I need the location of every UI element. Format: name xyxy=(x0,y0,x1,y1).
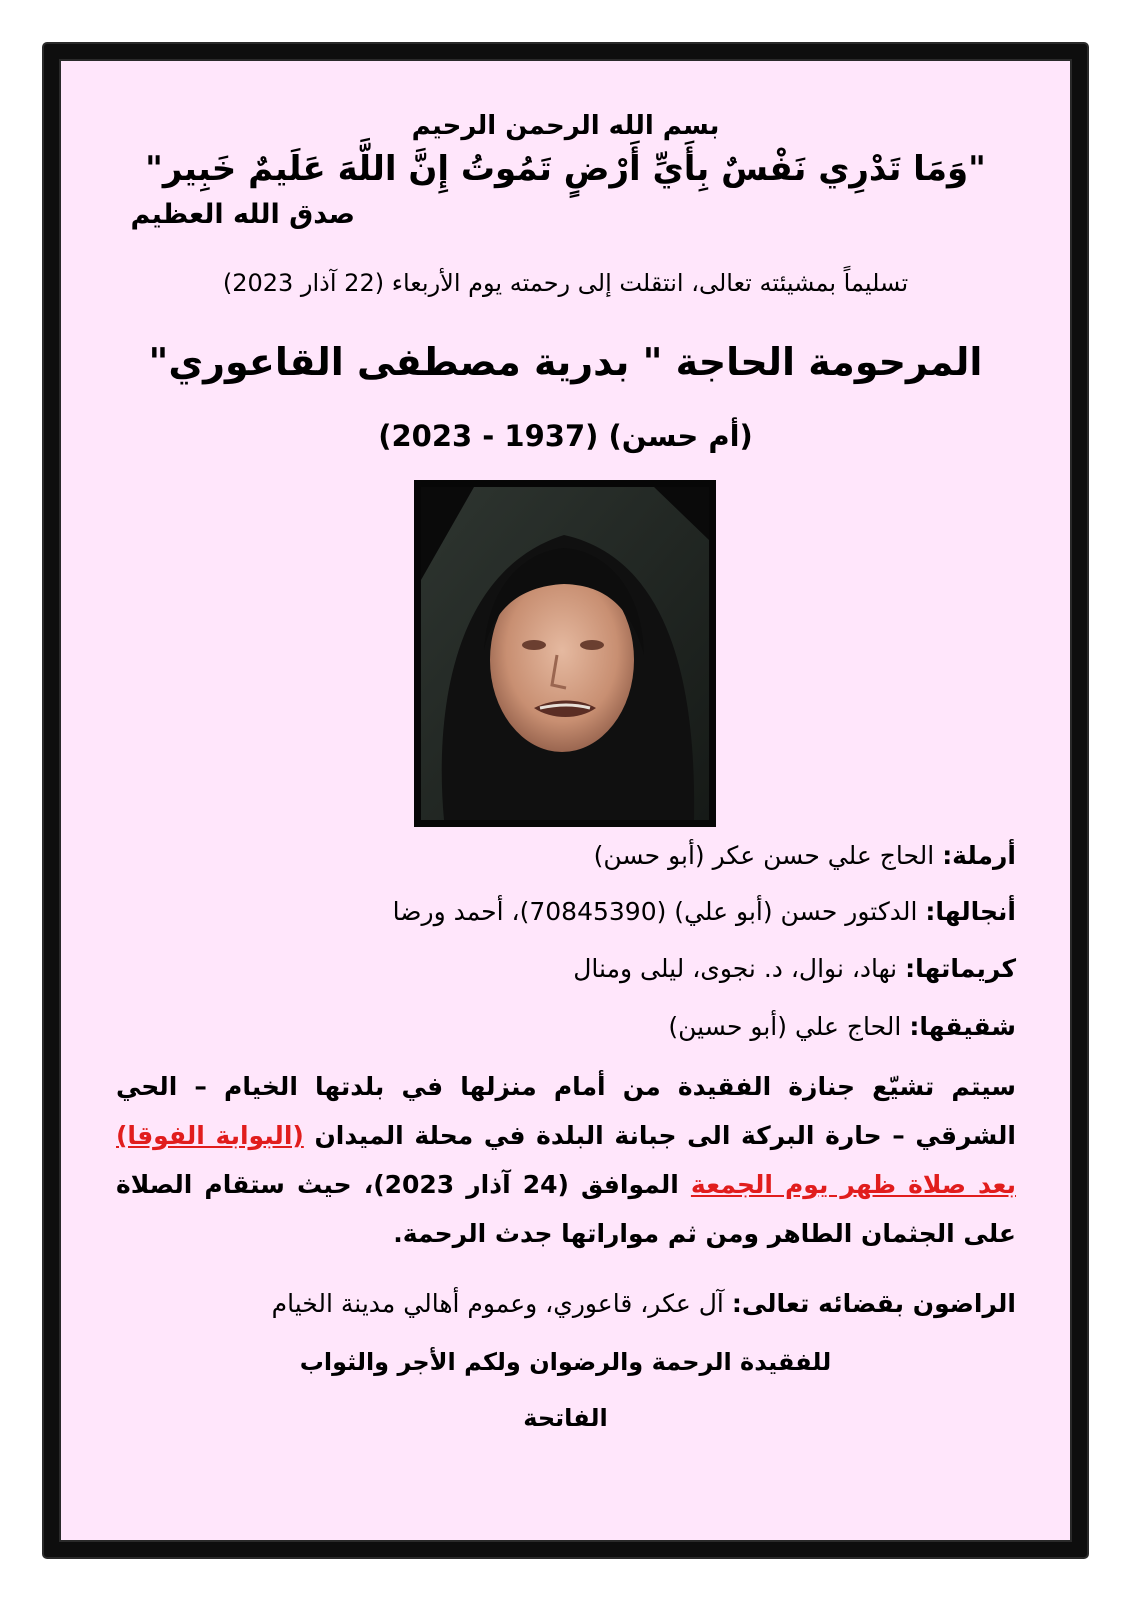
family-brother xyxy=(668,1012,1016,1041)
mourners xyxy=(272,1289,1016,1318)
family-widower xyxy=(594,841,1016,870)
death-announcement: تسليماً بمشيئته تعالى، انتقلت إلى رحمته يوم الأربعاء (22 آذار 2023) xyxy=(222,269,909,297)
daughters-label: كريماتها: xyxy=(905,954,1016,983)
deceased-photo xyxy=(414,480,716,827)
basmala: بسم الله الرحمن الرحيم xyxy=(411,111,720,141)
brother-label: شقيقها: xyxy=(909,1012,1016,1041)
mourners-value: آل عكر، قاعوري، وعموم أهالي مدينة الخيام xyxy=(271,1289,732,1318)
daughters-value: نهاد، نوال، د. نجوى، ليلى ومنال xyxy=(573,954,906,983)
widower-value: الحاج علي حسن عكر (أبو حسن) xyxy=(593,841,943,870)
sadaqa-allah: صدق الله العظيم xyxy=(130,199,355,230)
funeral-details xyxy=(116,1062,1016,1258)
widower-label: أرملة: xyxy=(942,841,1016,870)
funeral-text-2: الموافق (24 آذار 2023)، حيث ستقام الصلاة على الجثمان الطاهر ومن ثم مواراتها جدث الرحمة. xyxy=(116,1170,1016,1248)
portrait-image xyxy=(414,480,716,827)
quran-verse: "وَمَا تَدْرِي نَفْسٌ بِأَيِّ أَرْضٍ تَمُوتُ إِنَّ اللَّهَ عَلَيمٌ خَبِير" xyxy=(145,149,986,189)
funeral-highlight: (البوابة الفوقا) بعد صلاة ظهر يوم الجمعة xyxy=(116,1121,1016,1199)
obituary-frame xyxy=(44,44,1087,1557)
family-daughters xyxy=(573,954,1016,983)
mourners-label: الراضون بقضائه تعالى: xyxy=(731,1289,1016,1318)
closing-fatiha: الفاتحة xyxy=(523,1404,608,1432)
sons-label: أنجالها: xyxy=(925,897,1016,926)
sons-value: الدكتور حسن (أبو علي) (70845390)، أحمد ورضا xyxy=(392,897,926,926)
family-sons xyxy=(393,897,1016,926)
closing-condolence: للفقيدة الرحمة والرضوان ولكم الأجر والثواب xyxy=(299,1348,832,1376)
brother-value: الحاج علي (أبو حسين) xyxy=(668,1012,910,1041)
funeral-text-1: سيتم تشيّع جنازة الفقيدة من أمام منزلها في بلدتها الخيام – الحي الشرقي – حارة البركة الى جبانة البلدة في محلة الميدان xyxy=(116,1072,1017,1150)
deceased-kunya-years: (أم حسن) (1937 - 2023) xyxy=(378,419,753,453)
deceased-name: المرحومة الحاجة " بدرية مصطفى القاعوري" xyxy=(148,340,983,384)
